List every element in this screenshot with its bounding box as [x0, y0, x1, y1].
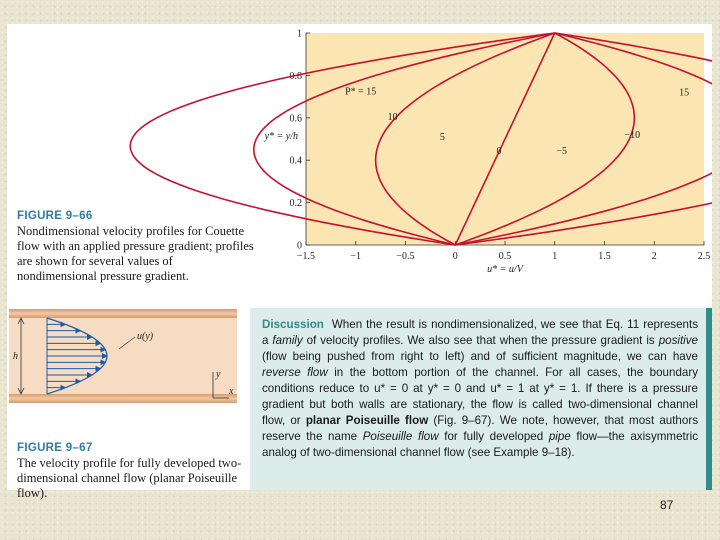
x-tick-label: 2	[651, 251, 657, 262]
figure-67-caption-block	[17, 442, 255, 501]
x-tick-label: 2.5	[697, 251, 711, 262]
profile-label: −5	[556, 145, 568, 157]
figure-66-number: FIGURE 9–66	[17, 210, 93, 222]
x-tick-label: 0	[452, 251, 458, 262]
u-of-y-label: u(y)	[137, 331, 154, 342]
x-tick-label: 1.5	[598, 251, 611, 262]
y-tick-label: 0.8	[289, 70, 302, 82]
figure-67-caption: The velocity profile for fully developed two-dimensional channel flow (planar Poiseuille flow).	[17, 456, 242, 500]
x-axis-title: u* = u/V	[487, 264, 523, 275]
y-tick-label: 1	[297, 28, 302, 40]
profile-label: −10	[624, 129, 641, 141]
x-tick-label: 1	[552, 251, 558, 262]
y-axis-label: y	[216, 369, 221, 380]
x-tick-label: −0.5	[396, 251, 415, 262]
discussion-box	[250, 308, 712, 490]
y-tick-label: 0	[297, 240, 302, 252]
figure-66-caption: Nondimensional velocity profiles for Couette flow with an applied pressure gradient; profiles are shown for several values of nondimensional pressure gradient.	[17, 224, 254, 283]
discussion-text: When the result is nondimensionalized, we see that Eq. 11 represents a family of velocity profiles. We also see that when the pressure gradient is positive (flow being pushed from right to left) and of sufficient magnitude, we can have reverse flow in the bottom portion of the channel. For all cases, the boundary conditions reduce to u* = 0 at y* = 0 and u* = 1 at y* = 1. If there is a pressure gradient but both walls are stationary, the flow is called two-dimensional channel flow, or planar Poiseuille flow (Fig. 9–67). We note, however, that most authors reserve the name Poiseuille flow for fully developed pipe flow—the axisymmetric analog of two-dimensional channel flow (see Example 9–18).	[262, 318, 699, 459]
x-tick-label: −1.5	[296, 251, 316, 262]
page-number: 87	[660, 498, 674, 512]
y-axis-title: y* = y/h	[264, 131, 298, 142]
y-tick-label: 0.6	[289, 113, 302, 125]
channel-flow-diagram	[7, 24, 257, 424]
profile-label: 10	[387, 111, 398, 123]
profile-label: P* = 15	[345, 86, 377, 98]
x-tick-label: 0.5	[498, 251, 512, 262]
channel-bottom-wall	[9, 394, 237, 403]
channel-top-wall	[9, 309, 237, 318]
profile-label: 15	[679, 87, 690, 99]
x-axis-label: x	[229, 386, 234, 397]
profile-label: 5	[439, 132, 445, 144]
y-tick-label: 0.4	[289, 155, 302, 167]
x-tick-label: −1	[350, 251, 362, 262]
h-label: h	[13, 351, 18, 362]
channel-interior	[9, 318, 237, 394]
y-tick-label: 0.2	[289, 198, 302, 210]
figure-67-number: FIGURE 9–67	[17, 442, 93, 454]
profile-label: 0	[496, 145, 502, 157]
discussion-label: Discussion	[262, 318, 324, 331]
